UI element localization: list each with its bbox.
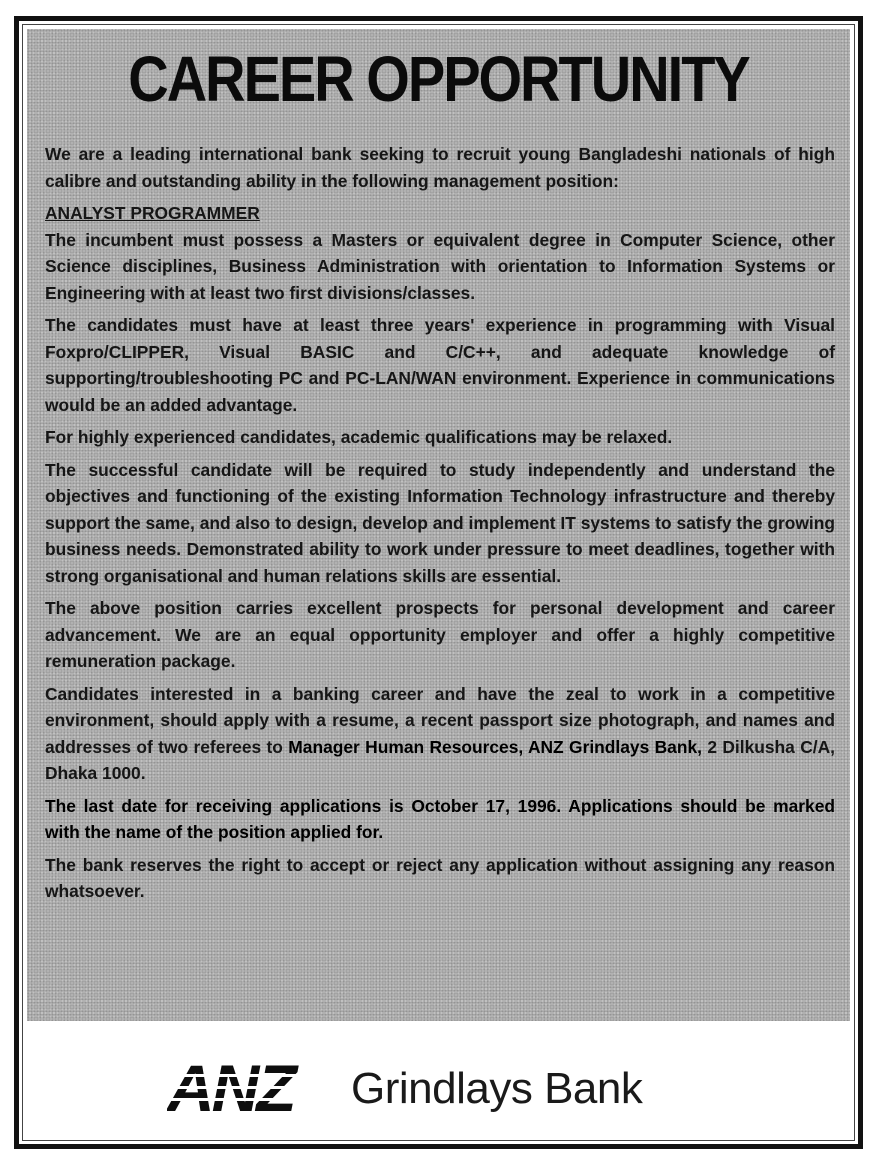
ad-body	[45, 141, 835, 911]
headline: CAREER OPPORTUNITY	[128, 42, 749, 115]
relaxation-paragraph: For highly experienced candidates, academic qualifications may be relaxed.	[45, 427, 673, 447]
responsibilities-paragraph: The successful candidate will be required to study independently and understand the objectives and functioning of the existing Information Technology infrastructure and thereby support the same, and also to design, develop and implement IT systems to satisfy the growing business needs. Demonstrated ability to work under pressure to meet deadlines, together with strong organisational and human relations skills are essential.	[45, 459, 835, 586]
anz-logo-mark	[167, 1061, 343, 1115]
application-address: 2 Dilkusha C/A, Dhaka 1000.	[45, 736, 835, 783]
deadline-paragraph: The last date for receiving applications is October 17, 1996. Applications should be marked with the name of the position applied for.	[45, 795, 835, 842]
experience-paragraph: The candidates must have at least three years' experience in programming with Visual Foxpro/CLIPPER, Visual BASIC and C/C++, and adequate knowledge of supporting/troubleshooting PC and PC-LAN/WAN environment. Experience in communications would be an added advantage.	[45, 315, 835, 415]
intro-paragraph: We are a leading international bank seeking to recruit young Bangladeshi nationals of high calibre and outstanding ability in the following management position:	[45, 144, 835, 191]
logo-wordmark: Grindlays Bank	[351, 1064, 643, 1113]
anz-grindlays-logo	[167, 1045, 642, 1115]
position-title: ANALYST PROGRAMMER	[45, 203, 260, 223]
prospects-paragraph: The above position carries excellent prospects for personal development and career advancement. We are an equal opportunity employer and offer a highly competitive remuneration package.	[45, 598, 835, 671]
application-instructions: Candidates interested in a banking career and have the zeal to work in a competitive environment, should apply with a resume, a recent passport size photograph, and names and addresses of two referees to	[45, 683, 835, 757]
qualifications-paragraph: The incumbent must possess a Masters or equivalent degree in Computer Science, other Science disciplines, Business Administration with orientation to Information Systems or Engineering with at least two first divisions/classes.	[45, 229, 835, 303]
application-recipient: Manager Human Resources, ANZ Grindlays Bank,	[288, 736, 702, 757]
disclaimer-paragraph: The bank reserves the right to accept or reject any application without assigning any reason whatsoever.	[45, 854, 835, 901]
content-panel	[27, 29, 850, 1021]
application-paragraph	[45, 681, 835, 787]
advertisement-frame	[14, 16, 863, 1149]
